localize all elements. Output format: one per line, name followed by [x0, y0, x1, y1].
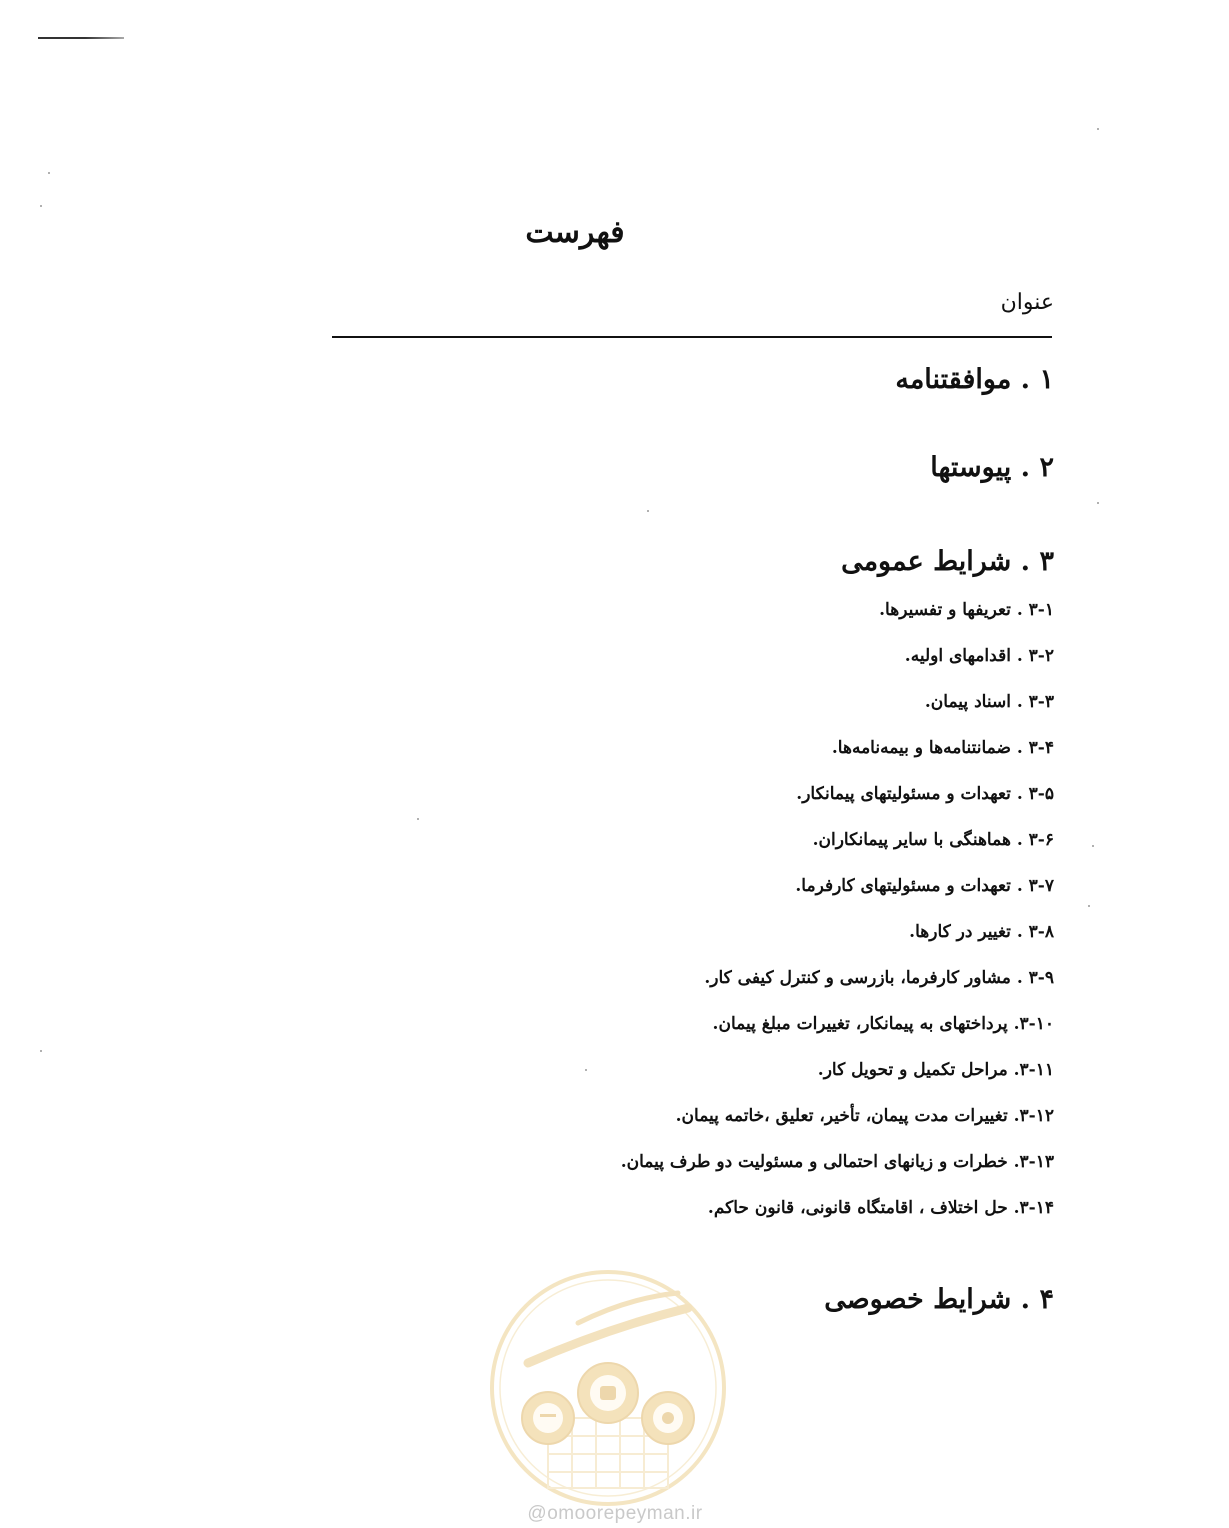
toc-subsection: ۳-۱۱. مراحل تکمیل و تحویل کار.	[817, 1060, 1054, 1080]
toc-subsection: ۳-۶ . هماهنگی با سایر پیمانکاران.	[812, 830, 1054, 850]
toc-section: ۴ . شرایط خصوصی	[824, 1284, 1054, 1315]
scan-speck	[1088, 905, 1090, 907]
toc-subsection: ۳-۹ . مشاور کارفرما، بازرسی و کنترل کیفی کار.	[704, 968, 1054, 988]
toc-section: ۲ . پیوستها	[930, 452, 1054, 483]
toc-section: ۱ . موافقتنامه	[895, 364, 1054, 395]
scan-speck	[1092, 845, 1094, 847]
scan-speck	[1097, 502, 1099, 504]
scan-speck	[1097, 128, 1099, 130]
scan-speck	[48, 172, 50, 174]
toc-subsection: ۳-۴ . ضمانتنامه‌ها و بیمه‌نامه‌ها.	[831, 738, 1054, 758]
toc-subsection: ۳-۲ . اقدامهای اولیه.	[904, 646, 1054, 666]
scan-speck	[585, 1069, 587, 1071]
watermark-site: @omoorepeyman.ir	[527, 1503, 703, 1524]
toc-subsection: ۳-۱۳. خطرات و زیانهای احتمالی و مسئولیت دو طرف پیمان.	[620, 1152, 1054, 1172]
scan-speck	[417, 818, 419, 820]
scan-mark	[38, 37, 124, 39]
header-divider	[332, 336, 1052, 338]
page-title: فهرست	[525, 215, 625, 250]
toc-subsection: ۳-۱۰. پرداختهای به پیمانکار، تغییرات مبلغ پیمان.	[712, 1014, 1054, 1034]
toc-subsection: ۳-۸ . تغییر در کارها.	[909, 922, 1054, 942]
toc-subsection: ۳-۱۲. تغییرات مدت پیمان، تأخیر، تعلیق ،خاتمه پیمان.	[675, 1106, 1054, 1126]
toc-subsection: ۳-۱ . تعریفها و تفسیرها.	[879, 600, 1054, 620]
scan-speck	[40, 1050, 42, 1052]
toc-subsection: ۳-۷ . تعهدات و مسئولیتهای کارفرما.	[795, 876, 1054, 896]
scan-speck	[40, 205, 42, 207]
watermark-logo	[488, 1268, 728, 1508]
toc-section: ۳ . شرایط عمومی	[841, 546, 1054, 577]
toc-subsection: ۳-۵ . تعهدات و مسئولیتهای پیمانکار.	[796, 784, 1054, 804]
toc-subsection: ۳-۳ . اسناد پیمان.	[924, 692, 1054, 712]
column-header: عنوان	[1000, 290, 1054, 315]
toc-subsection: ۳-۱۴. حل اختلاف ، اقامتگاه قانونی، قانون حاکم.	[707, 1198, 1054, 1218]
scan-speck	[647, 510, 649, 512]
